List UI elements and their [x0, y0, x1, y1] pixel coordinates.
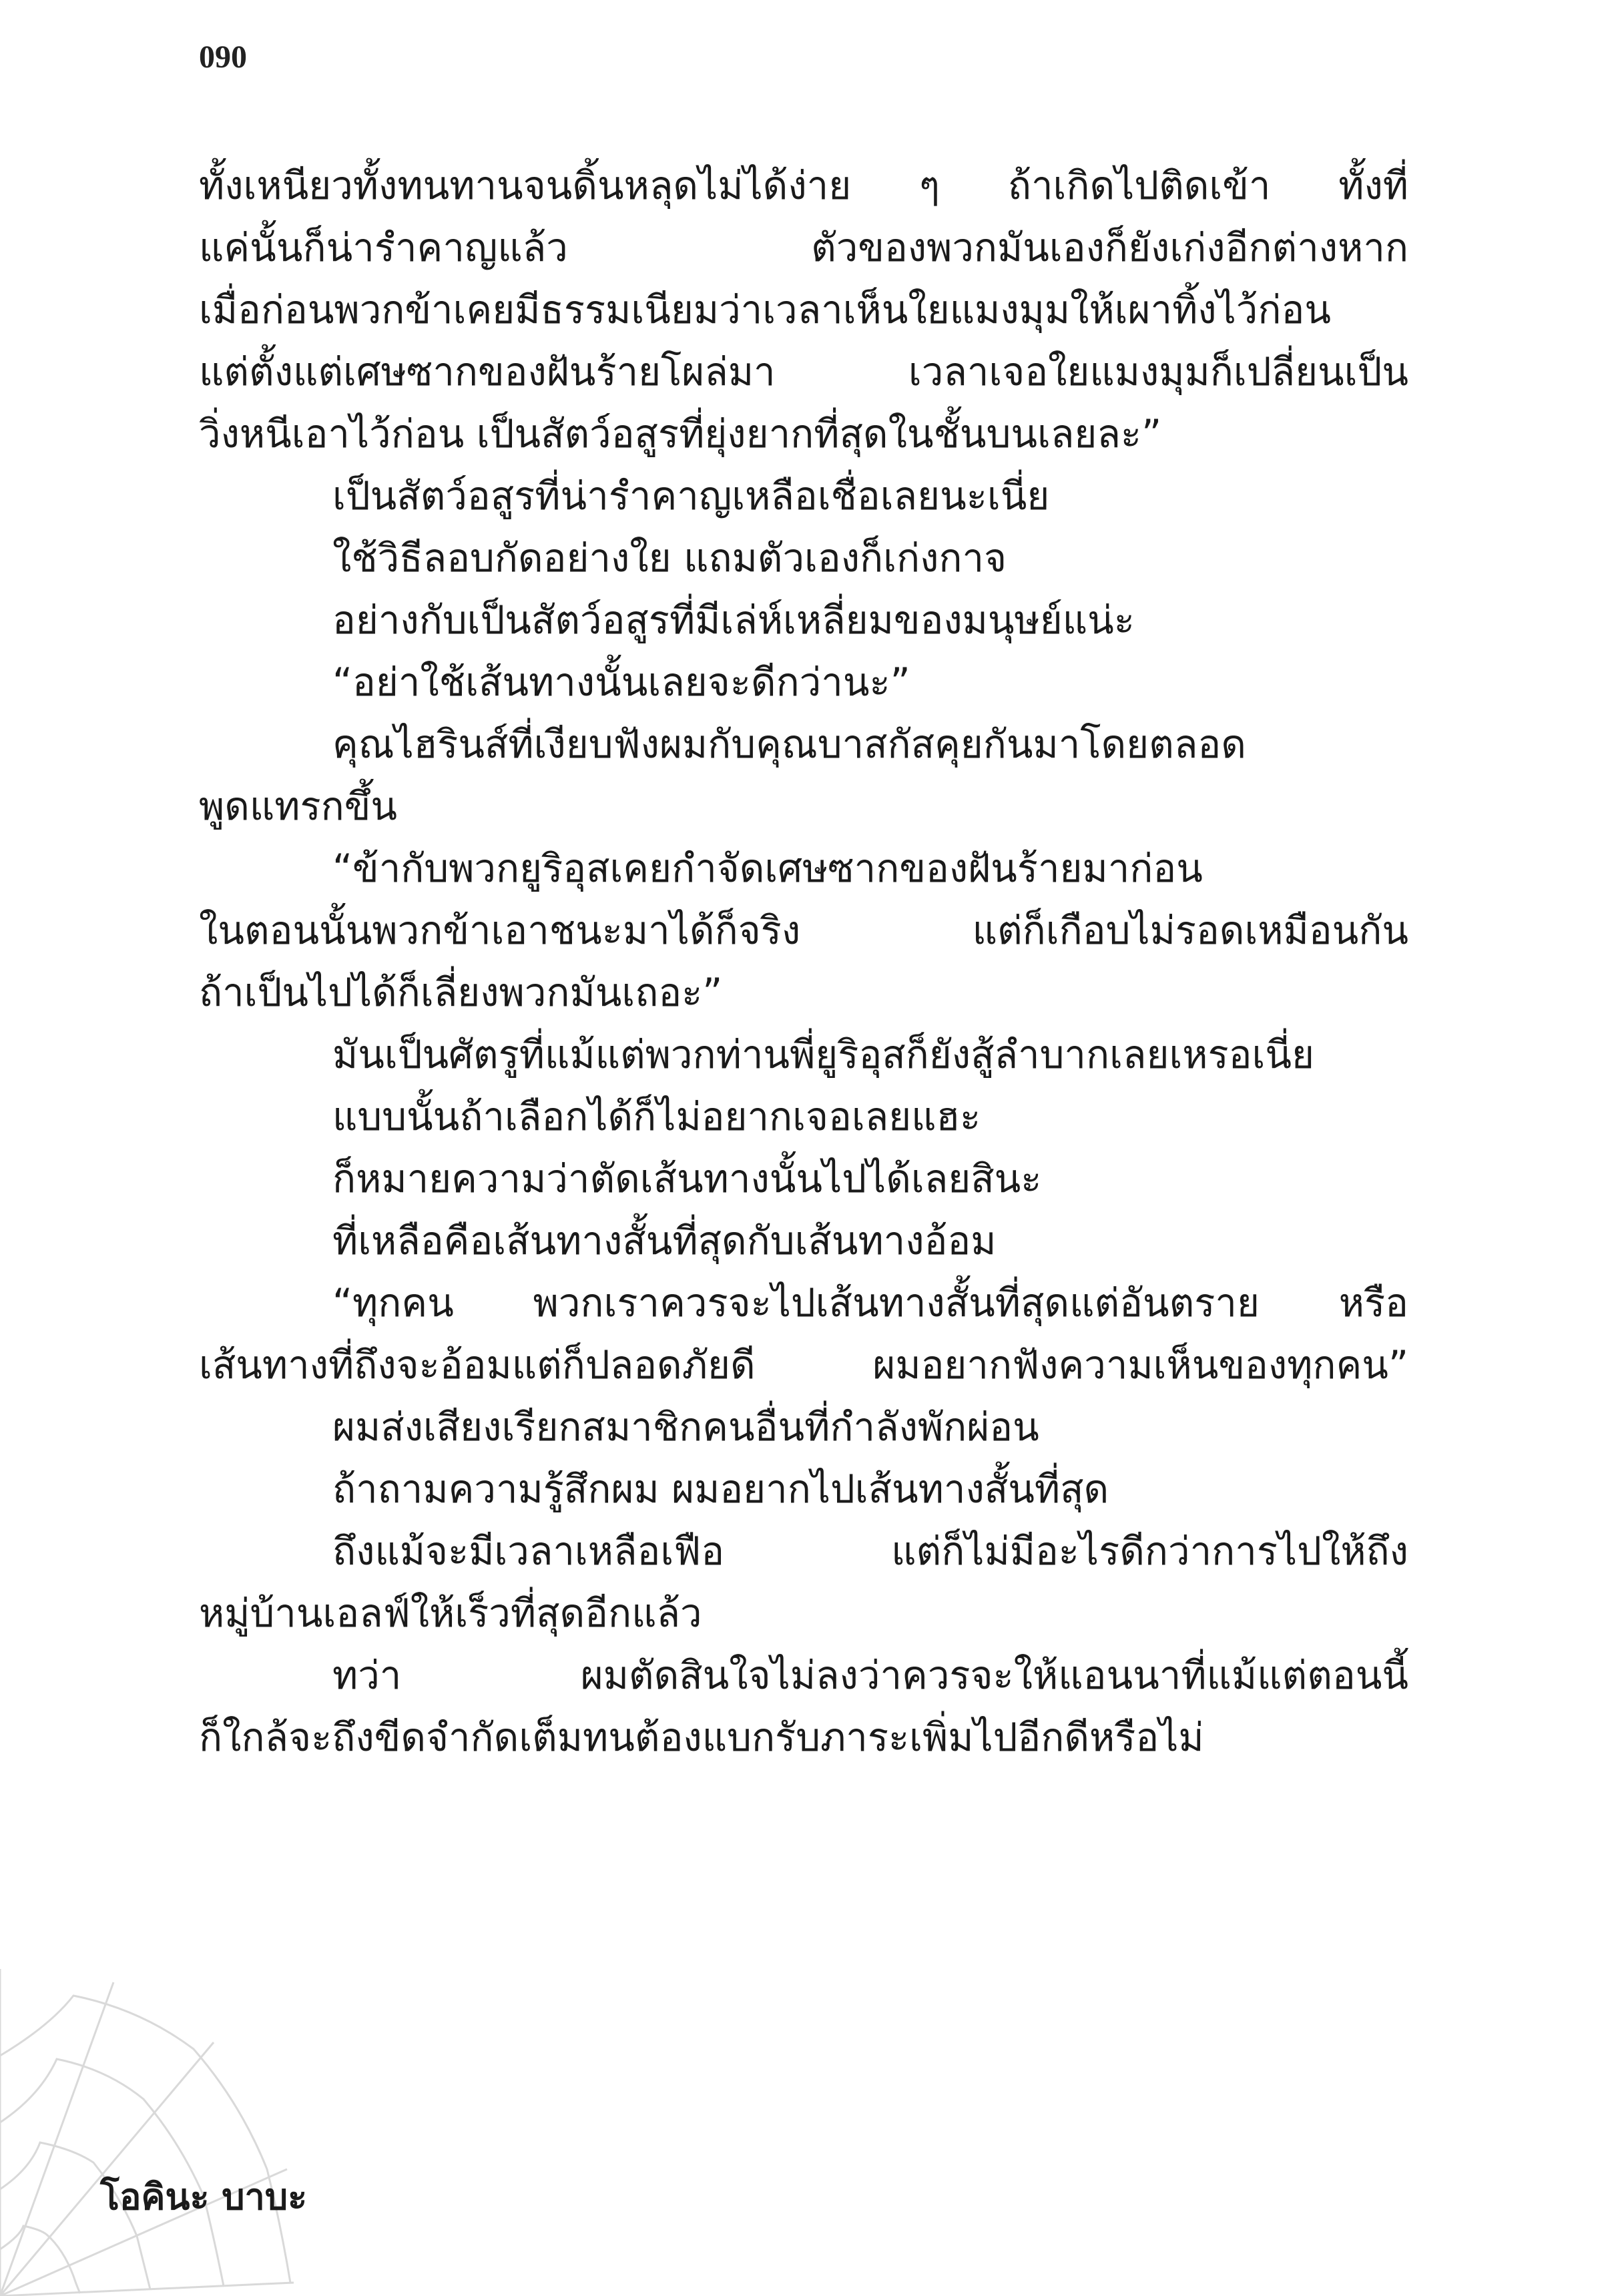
text-line: เส้นทางที่ถึงจะอ้อมแต่ก็ปลอดภัยดี ผมอยากฟังความเห็นของทุกคน”	[199, 1342, 1408, 1388]
text-line: ในตอนนั้นพวกข้าเอาชนะมาได้ก็จริง แต่ก็เกือบไม่รอดเหมือนกัน	[199, 908, 1408, 953]
text-line: เมื่อก่อนพวกข้าเคยมีธรรมเนียมว่าเวลาเห็นใยแมงมุมให้เผาทิ้งไว้ก่อน	[199, 287, 1331, 332]
text-line: มันเป็นศัตรูที่แม้แต่พวกท่านพี่ยูริอุสก็ยังสู้ลำบากเลยเหรอเนี่ย	[332, 1032, 1314, 1077]
text-line: ก็ใกล้จะถึงขีดจำกัดเต็มทนต้องแบกรับภาระเพิ่มไปอีกดีหรือไม่	[199, 1715, 1204, 1760]
body-text	[199, 155, 1408, 1769]
text-line: “ทุกคน พวกเราควรจะไปเส้นทางสั้นที่สุดแต่อันตราย หรือ	[332, 1280, 1408, 1326]
text-line: ที่เหลือคือเส้นทางสั้นที่สุดกับเส้นทางอ้อม	[332, 1218, 997, 1263]
text-line: พูดแทรกขึ้น	[199, 784, 398, 829]
text-line: คุณไฮรินส์ที่เงียบฟังผมกับคุณบาสกัสคุยกันมาโดยตลอด	[332, 722, 1246, 767]
text-line: “อย่าใช้เส้นทางนั้นเลยจะดีกว่านะ”	[332, 659, 910, 705]
text-line: ก็หมายความว่าตัดเส้นทางนั้นไปได้เลยสินะ	[332, 1156, 1042, 1201]
text-line: เป็นสัตว์อสูรที่น่ารำคาญเหลือเชื่อเลยนะเนี่ย	[332, 473, 1050, 519]
page-number: 090	[199, 39, 247, 75]
text-line: แค่นั้นก็น่ารำคาญแล้ว ตัวของพวกมันเองก็ยังเก่งอีกต่างหาก	[199, 225, 1408, 270]
text-line: ถ้าถามความรู้สึกผม ผมอยากไปเส้นทางสั้นที่สุด	[332, 1466, 1109, 1512]
text-line: ทั้งเหนียวทั้งทนทานจนดิ้นหลุดไม่ได้ง่าย ๆ ถ้าเกิดไปติดเข้า ทั้งที่	[199, 163, 1408, 208]
text-line: แต่ตั้งแต่เศษซากของฝันร้ายโผล่มา เวลาเจอใยแมงมุมก็เปลี่ยนเป็น	[199, 349, 1408, 394]
text-line: ใช้วิธีลอบกัดอย่างใย แถมตัวเองก็เก่งกาจ	[332, 535, 1007, 581]
footer-author-name: โอคินะ บาบะ	[100, 2176, 308, 2218]
text-line: วิ่งหนีเอาไว้ก่อน เป็นสัตว์อสูรที่ยุ่งยากที่สุดในชั้นบนเลยละ”	[199, 411, 1162, 457]
text-line: ผมส่งเสียงเรียกสมาชิกคนอื่นที่กำลังพักผ่อน	[332, 1404, 1039, 1450]
text-line: “ข้ากับพวกยูริอุสเคยกำจัดเศษซากของฝันร้ายมาก่อน	[332, 846, 1203, 891]
text-line: ถึงแม้จะมีเวลาเหลือเฟือ แต่ก็ไม่มีอะไรดีกว่าการไปให้ถึง	[332, 1528, 1408, 1574]
text-line: ถ้าเป็นไปได้ก็เลี่ยงพวกมันเถอะ”	[199, 970, 723, 1015]
text-line: หมู่บ้านเอลฟ์ให้เร็วที่สุดอีกแล้ว	[199, 1591, 702, 1636]
text-line: แบบนั้นถ้าเลือกได้ก็ไม่อยากเจอเลยแฮะ	[332, 1094, 981, 1139]
text-line: อย่างกับเป็นสัตว์อสูรที่มีเล่ห์เหลี่ยมของมนุษย์แน่ะ	[332, 597, 1135, 643]
spider-web-decoration	[0, 1969, 294, 2296]
text-line: ทว่า ผมตัดสินใจไม่ลงว่าควรจะให้แอนนาที่แม้แต่ตอนนี้	[332, 1653, 1408, 1698]
